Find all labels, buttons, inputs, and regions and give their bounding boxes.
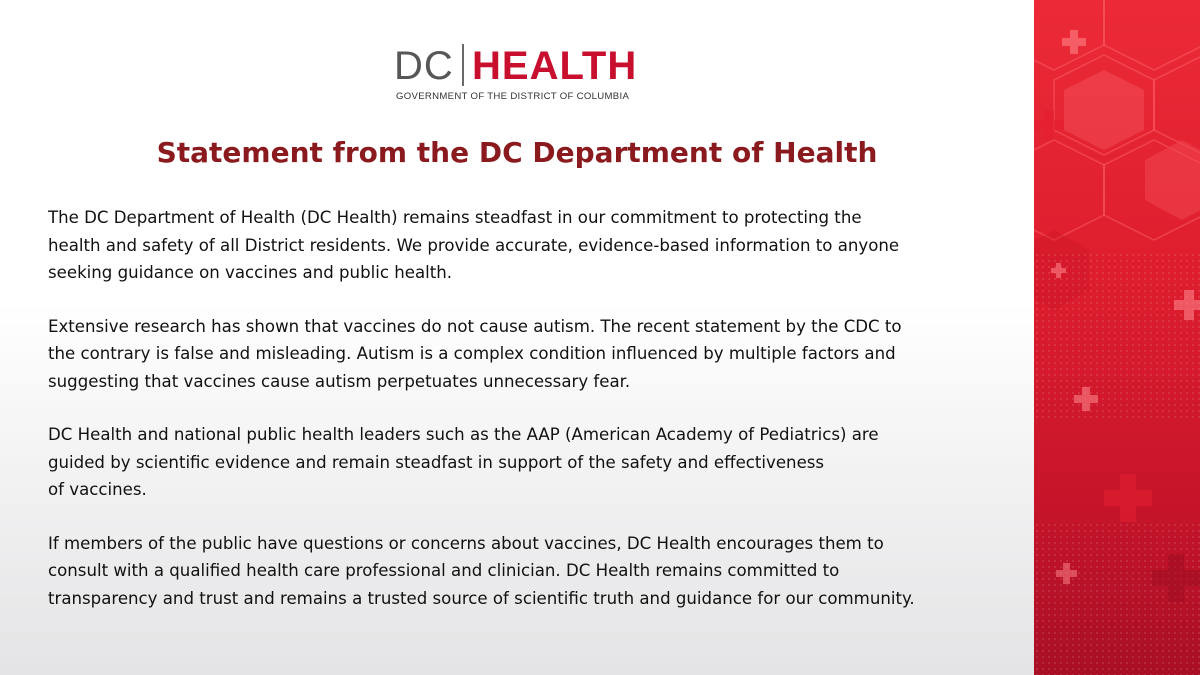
- paragraph-line: guided by scientific evidence and remain steadfast in support of the safety and effectiveness: [48, 452, 825, 472]
- statement-body: [48, 204, 1023, 638]
- paragraph-line: seeking guidance on vaccines and public health.: [48, 263, 453, 282]
- paragraph-line: health and safety of all District residents. We provide accurate, evidence-based information to anyone: [48, 235, 900, 255]
- decorative-side-panel: [1034, 0, 1200, 675]
- logo-subtitle: GOVERNMENT OF THE DISTRICT OF COLUMBIA: [396, 91, 630, 102]
- dc-health-logo: [394, 42, 644, 104]
- paragraph-line: the contrary is false and misleading. Autism is a complex condition influenced by multiple factors and: [48, 344, 896, 363]
- paragraph-scientific-evidence: [48, 421, 1023, 504]
- paragraph-line: consult with a qualified health care professional and clinician. DC Health remains committed to: [48, 561, 840, 580]
- logo-divider: [462, 44, 464, 86]
- logo-health-text: HEALTH: [472, 44, 638, 88]
- page-title: Statement from the DC Department of Health: [156, 136, 878, 169]
- paragraph-line: Extensive research has shown that vaccines do not cause autism. The recent statement by the CDC to: [48, 316, 902, 336]
- logo-dc-text: DC: [394, 44, 454, 88]
- paragraph-line: The DC Department of Health (DC Health) remains steadfast in our commitment to protecting the: [48, 208, 862, 227]
- paragraph-line: If members of the public have questions or concerns about vaccines, DC Health encourages them to: [48, 533, 884, 553]
- paragraph-line: suggesting that vaccines cause autism perpetuates unnecessary fear.: [48, 371, 631, 391]
- paragraph-line: DC Health and national public health leaders such as the AAP (American Academy of Pediatrics) are: [48, 425, 879, 444]
- paragraph-commitment: [48, 204, 1023, 287]
- paragraph-public-guidance: [48, 530, 1023, 613]
- paragraph-autism-research: [48, 313, 1023, 396]
- hexagon-pattern-icon: [1034, 0, 1200, 675]
- paragraph-line: of vaccines.: [48, 480, 147, 499]
- paragraph-line: transparency and trust and remains a trusted source of scientific truth and guidance for our community.: [48, 588, 915, 608]
